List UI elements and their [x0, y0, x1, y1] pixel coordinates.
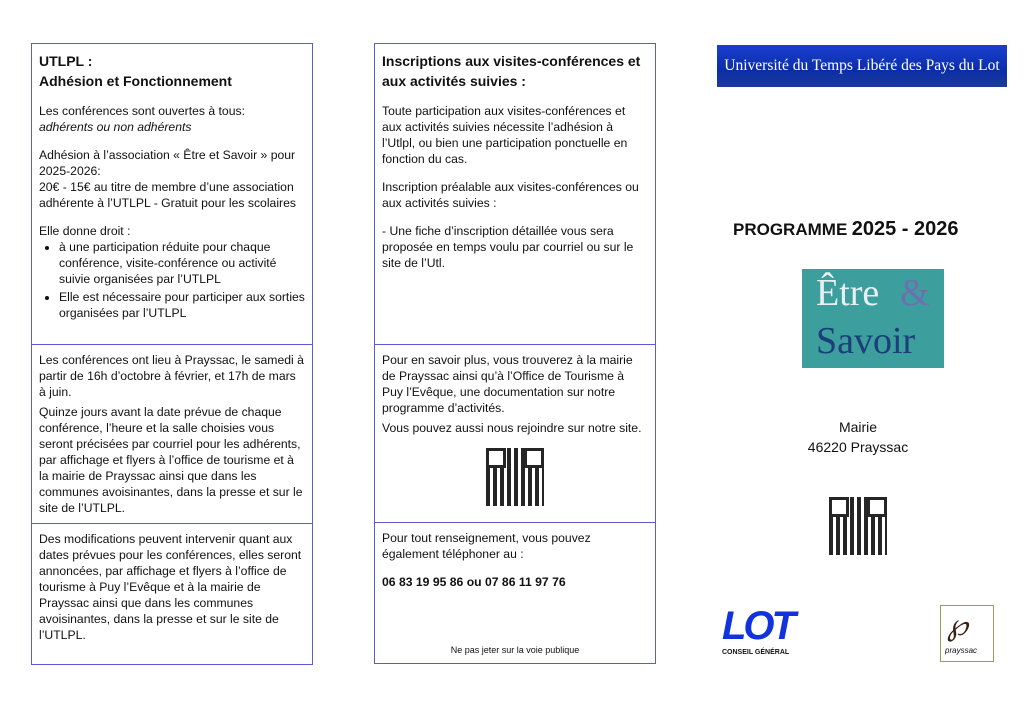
text: Elle donne droit :	[39, 224, 131, 238]
text: - Une fiche d’inscription détaillée vous sera proposée en temps voulu par courriel ou sur le site de l’Utl.	[382, 224, 634, 270]
rights-list	[39, 239, 305, 323]
changes-section	[32, 523, 312, 664]
lot-logo-subtitle: CONSEIL GÉNÉRAL	[722, 649, 790, 656]
text: 20€ - 15€ au titre de membre d’une association adhérente à l’UTLPL - Gratuit pour les scolaires	[39, 180, 296, 210]
middle-panel	[374, 43, 656, 664]
text: Toute participation aux visites-conférences et aux activités suivies nécessite l’adhésion à l’Utlpl, ou bien une participation ponctuelle en fonction du cas.	[382, 104, 628, 166]
section-title: Adhésion et Fonctionnement	[39, 73, 232, 89]
programme-title	[733, 218, 959, 241]
lot-logo-text: LOT	[722, 604, 793, 648]
address-line: 46220 Prayssac	[807, 439, 909, 455]
text: Les conférences sont ouvertes à tous:	[39, 104, 245, 118]
address-line: Mairie	[838, 419, 878, 435]
registration-section	[375, 44, 655, 344]
qr-code[interactable]	[486, 448, 544, 506]
list-item: • Elle est nécessaire pour participer aux sorties organisées par l’UTLPL	[59, 289, 305, 321]
programme-years: 2025 - 2026	[851, 218, 959, 240]
list-item: • à une participation réduite pour chaque conférence, visite-conférence ou activité suivie organisées par l’UTLPL	[59, 239, 305, 287]
membership-section	[32, 44, 312, 344]
phone-numbers: 06 83 19 95 86 ou 07 86 11 97 76	[382, 575, 566, 589]
contact-section	[375, 522, 655, 663]
lot-logo	[722, 604, 802, 658]
programme-label: PROGRAMME	[733, 220, 848, 239]
qr-code[interactable]	[829, 497, 887, 555]
text: Des modifications peuvent intervenir quant aux dates prévues pour les conférences, elles seront annoncées, par affichage et flyers à l’office de tourisme à Puy l’Evêque et à la mairie de Prayssac ainsi que dans les communes avoisinantes, dans la presse et sur le site de l’UTLPL.	[39, 532, 302, 642]
logo-line1: Être	[816, 272, 880, 314]
info-section	[375, 344, 655, 522]
text: Les conférences ont lieu à Prayssac, le samedi à partir de 16h d’octobre à février, et 17h de mars à juin.	[39, 353, 304, 399]
text: adhérents ou non adhérents	[39, 120, 192, 134]
section-title: Inscriptions aux visites-conférences et aux activités suivies :	[382, 53, 641, 89]
text: Vous pouvez aussi nous rejoindre sur notre site.	[382, 421, 642, 435]
section-title: UTLPL :	[39, 53, 93, 69]
text: Inscription préalable aux visites-conférences ou aux activités suivies :	[382, 180, 639, 210]
text: Adhésion à l’association « Être et Savoir » pour 2025-2026:	[39, 148, 296, 178]
logo-line2: Savoir	[816, 320, 916, 362]
prayssac-logo	[940, 605, 994, 662]
prayssac-mark-icon: ℘	[947, 609, 968, 642]
logo-ampersand: &	[900, 272, 930, 314]
schedule-section	[32, 344, 312, 523]
banner-text: Université du Temps Libéré des Pays du Lot	[724, 57, 1000, 74]
footer-note: Ne pas jeter sur la voie publique	[450, 645, 580, 655]
address	[760, 417, 956, 457]
text: Pour tout renseignement, vous pouvez également téléphoner au :	[382, 531, 591, 561]
text: Quinze jours avant la date prévue de chaque conférence, l’heure et la salle choisies vous seront précisées par courriel pour les adhérents, par affichage et flyers à l’office de tourisme et à la mairie de Prayssac ainsi que dans les communes avoisinantes, dans la presse et sur le site de l’UTLPL.	[39, 405, 303, 515]
banner-logo	[717, 45, 1007, 87]
prayssac-logo-text: prayssac	[945, 646, 978, 655]
text: Pour en savoir plus, vous trouverez à la mairie de Prayssac ainsi qu’à l’Office de Tourisme à Puy l’Evêque, une documentation sur notre programme d’activités.	[382, 353, 633, 415]
left-panel	[31, 43, 313, 665]
etre-savoir-logo	[802, 269, 944, 368]
